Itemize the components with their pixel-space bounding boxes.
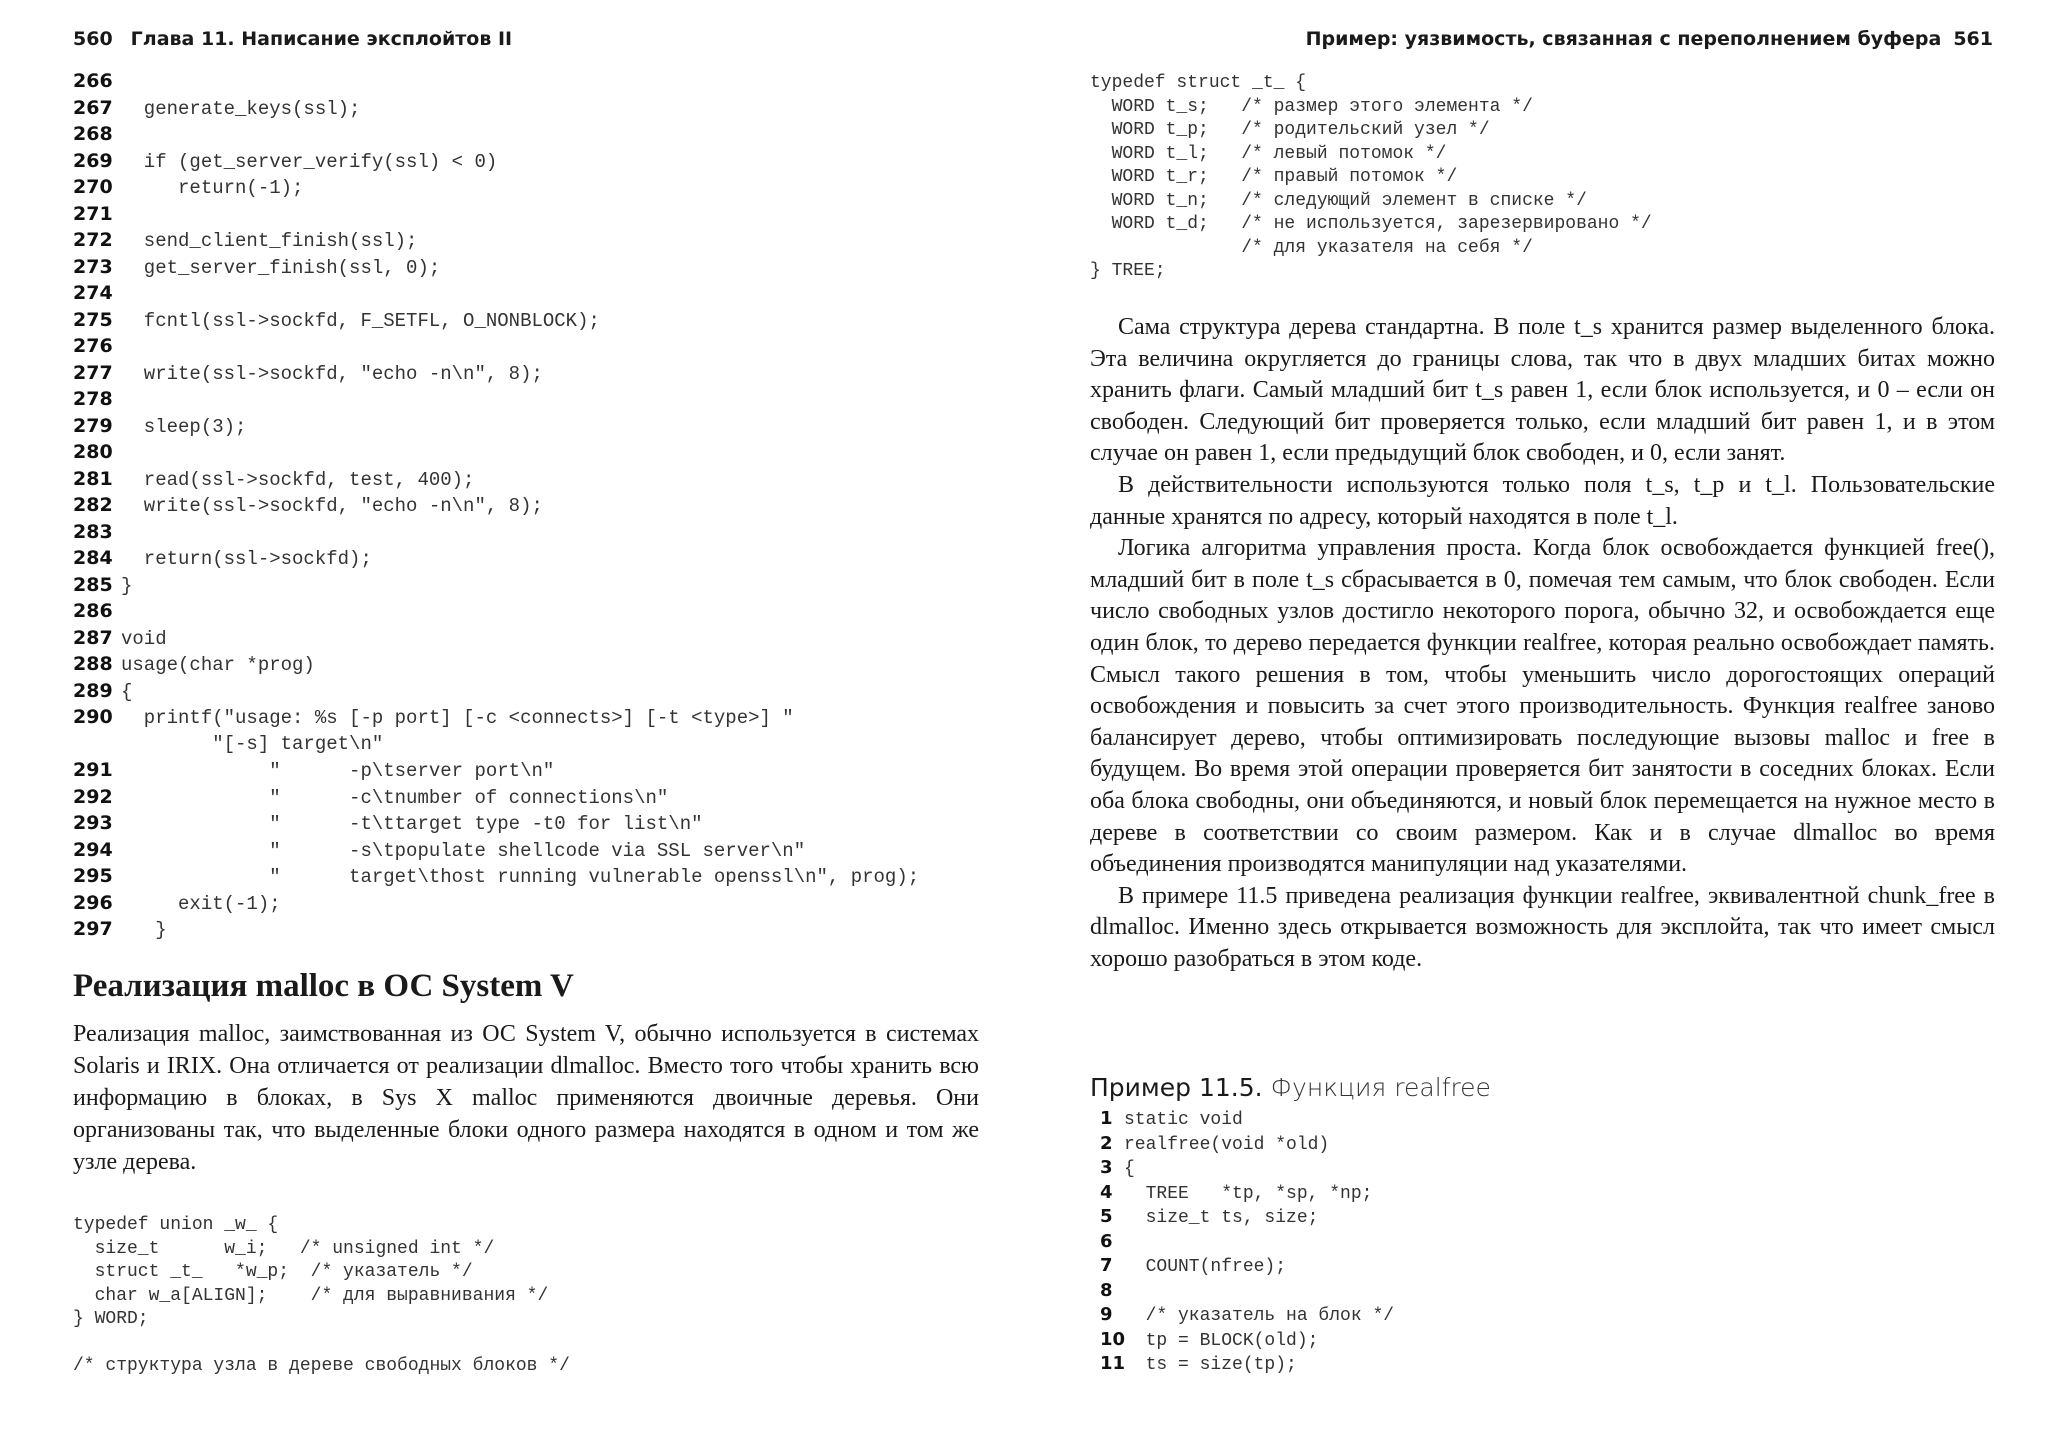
code-text: get_server_finish(ssl, 0);	[121, 256, 441, 279]
body-paragraph: В действительности используются только поля t_s, t_p и t_l. Пользовательские данные хранятся по адресу, который находятся в поле t_l.	[1090, 471, 1995, 530]
line-number: 4	[1100, 1181, 1113, 1203]
code-text: realfree(void *old)	[1124, 1134, 1330, 1155]
struct-code-block: typedef struct _t_ { WORD t_s; /* размер этого элемента */ WORD t_p; /* родительский узел */ WORD t_l; /* левый потомок */ WORD t_r; /* правый потомок */ WORD t_n; /* следующий элемент в списке */ WORD t_d; /* не используется, зарезервировано */ /* для указателя на себя */ } TREE;	[1090, 73, 1652, 281]
line-number: 287	[73, 626, 113, 649]
code-line	[73, 280, 919, 307]
line-number: 280	[73, 441, 113, 463]
code-line	[73, 704, 919, 731]
code-line	[73, 837, 919, 864]
code-text: void	[121, 627, 167, 650]
code-line	[73, 95, 919, 122]
line-number: 283	[73, 520, 113, 543]
code-line	[73, 890, 919, 917]
code-text: {	[1124, 1159, 1135, 1179]
code-line	[73, 439, 919, 466]
code-text: generate_keys(ssl);	[121, 97, 361, 120]
code-line	[73, 68, 919, 95]
code-text: if (get_server_verify(ssl) < 0)	[121, 150, 498, 173]
code-line	[1100, 1302, 1394, 1327]
code-text: " -s\tpopulate shellcode via SSL server\n"	[121, 839, 806, 862]
code-line	[1100, 1180, 1394, 1205]
code-text: printf("usage: %s [-p port] [-c <connects>] [-t <type>] "	[121, 707, 794, 729]
code-line	[73, 678, 919, 705]
code-text: fcntl(ssl->sockfd, F_SETFL, O_NONBLOCK);	[121, 309, 600, 332]
code-text: " -t\ttarget type -t0 for list\n"	[121, 813, 703, 835]
body-paragraph: Реализация malloc, заимствованная из ОС System V, обычно используется в системах Solaris и IRIX. Она отличается от реализации dlmalloc. Вместо того чтобы хранить всю информацию в блоках, в Sys X malloc применяются двоичные деревья. Они организованы так, что выделенные блоки одного размера находятся в одном и том же узле дерева.	[73, 1021, 979, 1175]
right-page-number: 561	[1953, 28, 1993, 50]
line-number: 293	[73, 812, 113, 834]
code-text: return(-1);	[121, 177, 304, 199]
code-text: }	[121, 574, 133, 597]
code-text: exit(-1);	[121, 892, 281, 915]
line-number: 271	[73, 202, 113, 225]
example-label: Пример 11.5.	[1090, 1073, 1263, 1102]
line-number: 11	[1100, 1353, 1126, 1374]
left-page-number: 560	[73, 28, 113, 50]
code-text: }	[121, 919, 167, 941]
code-text: write(ssl->sockfd, "echo -n\n", 8);	[121, 362, 543, 385]
line-number: 295	[73, 865, 113, 887]
code-line	[73, 572, 919, 599]
code-text: TREE *tp, *sp, *np;	[1124, 1183, 1373, 1204]
line-number: 2	[1100, 1132, 1113, 1154]
code-line	[1100, 1229, 1394, 1254]
code-line	[73, 492, 919, 519]
line-number: 291	[73, 759, 113, 781]
left-running-head	[73, 28, 512, 50]
line-number: 289	[73, 679, 113, 702]
code-line	[73, 916, 919, 943]
code-text: return(ssl->sockfd);	[121, 548, 372, 570]
code-text: sleep(3);	[121, 415, 247, 438]
code-line	[1100, 1351, 1394, 1376]
line-number: 276	[73, 335, 113, 357]
code-text: COUNT(nfree);	[1124, 1257, 1287, 1277]
code-line	[73, 757, 919, 784]
line-number: 292	[73, 785, 113, 808]
code-text: " target\thost running vulnerable openssl\n", prog);	[121, 866, 920, 888]
right-running-head	[1306, 28, 1993, 50]
code-line	[1100, 1204, 1394, 1229]
line-number: 278	[73, 388, 113, 410]
code-line	[73, 466, 919, 493]
line-number: 266	[73, 70, 113, 92]
line-number: 270	[73, 176, 113, 198]
line-number: 297	[73, 918, 113, 940]
code-text: {	[121, 680, 133, 703]
code-text: read(ssl->sockfd, test, 400);	[121, 468, 475, 491]
code-line	[73, 651, 919, 678]
code-line	[73, 784, 919, 811]
code-text: " -c\tnumber of connections\n"	[121, 786, 669, 809]
code-line	[73, 360, 919, 387]
code-line	[73, 333, 919, 360]
code-line	[73, 625, 919, 652]
code-line	[73, 121, 919, 148]
line-number: 281	[73, 467, 113, 490]
line-number: 296	[73, 891, 113, 914]
line-number: 7	[1100, 1255, 1113, 1276]
code-text: send_client_finish(ssl);	[121, 230, 418, 252]
code-line	[73, 174, 919, 201]
example-caption	[1090, 1073, 1491, 1102]
left-page	[0, 0, 1000, 1447]
code-listing-right	[1100, 1106, 1394, 1376]
code-line	[73, 227, 919, 254]
line-number: 275	[73, 308, 113, 331]
code-line	[73, 731, 919, 758]
right-body-text	[1090, 312, 1995, 975]
line-number: 269	[73, 149, 113, 172]
line-number: 285	[73, 573, 113, 596]
line-number: 274	[73, 282, 113, 304]
code-text: " -p\tserver port\n"	[121, 760, 555, 782]
code-line	[73, 863, 919, 890]
line-number: 279	[73, 414, 113, 437]
code-line	[73, 413, 919, 440]
line-number: 1	[1100, 1108, 1113, 1129]
code-listing-left	[73, 68, 919, 943]
body-paragraph: В примере 11.5 приведена реализация функции realfree, эквивалентной chunk_free в dlmalloc. Именно здесь открывается возможность для эксплойта, так что имеет смысл хорошо разобраться в этом коде.	[1090, 882, 1995, 972]
line-number: 267	[73, 96, 113, 119]
line-number: 286	[73, 600, 113, 622]
code-line	[73, 598, 919, 625]
line-number: 6	[1100, 1230, 1113, 1252]
line-number: 288	[73, 653, 113, 675]
left-running-title: Глава 11. Написание эксплойтов II	[130, 28, 513, 50]
code-text: tp = BLOCK(old);	[1124, 1330, 1319, 1351]
code-line	[1100, 1253, 1394, 1278]
body-paragraph: Логика алгоритма управления проста. Когда блок освобождается функцией free(), младший бит в поле t_s сбрасывается в 0, помечая тем самым, что блок свободен. Если число свободных узлов достигло некоторого порога, обычно 32, и освобождается еще один блок, то дерево передается функции realfree, которая реально освобождает память. Смысл такого решения в том, чтобы уменьшить число дорогостоящих операций освобождения и повысить за счет этого производительность. Функция realfree заново балансирует дерево, чтобы оптимизировать последующие вызовы malloc и free в будущем. Во время этой операции проверяется бит занятости в соседних блоках. Если оба блока свободны, они объединяются, и новый блок перемещается на нужное место в дереве в соответствии со своим размером. Как и в случае dlmalloc во время объединения производятся манипуляции над указателями.	[1090, 535, 1995, 878]
line-number: 8	[1100, 1279, 1113, 1301]
line-number: 294	[73, 838, 113, 861]
line-number: 284	[73, 547, 113, 569]
code-line	[1100, 1131, 1394, 1156]
code-text: "[-s] target\n"	[121, 732, 384, 755]
line-number: 9	[1100, 1304, 1113, 1325]
line-number: 277	[73, 361, 113, 384]
code-line	[73, 307, 919, 334]
code-text: usage(char *prog)	[121, 654, 315, 676]
code-line	[73, 519, 919, 546]
code-text: ts = size(tp);	[1124, 1355, 1297, 1375]
code-line	[73, 810, 919, 837]
code-text: /* указатель на блок */	[1124, 1306, 1395, 1326]
code-line	[73, 545, 919, 572]
line-number: 3	[1100, 1157, 1113, 1178]
right-running-title: Пример: уязвимость, связанная с переполнением буфера	[1305, 28, 1942, 50]
line-number: 273	[73, 255, 113, 278]
code-line	[73, 201, 919, 228]
code-text: static void	[1124, 1110, 1243, 1130]
code-text: size_t ts, size;	[1124, 1208, 1319, 1228]
code-line	[1100, 1278, 1394, 1303]
code-line	[1100, 1327, 1394, 1352]
line-number: 10	[1100, 1328, 1126, 1350]
code-line	[73, 254, 919, 281]
union-code-block: typedef union _w_ { size_t w_i; /* unsigned int */ struct _t_ *w_p; /* указатель */ char w_a[ALIGN]; /* для выравнивания */ } WORD; /* структура узла в дереве свободных блоков */	[73, 1215, 570, 1376]
code-line	[1100, 1155, 1394, 1180]
code-text: write(ssl->sockfd, "echo -n\n", 8);	[121, 495, 543, 517]
section-heading: Реализация malloc в ОС System V	[73, 968, 574, 1004]
example-title: Функция realfree	[1270, 1073, 1491, 1102]
line-number: 290	[73, 706, 113, 728]
code-line	[73, 386, 919, 413]
line-number: 268	[73, 123, 113, 145]
line-number: 5	[1100, 1206, 1113, 1227]
code-line	[1100, 1106, 1394, 1131]
body-paragraph: Сама структура дерева стандартна. В поле t_s хранится размер выделенного блока. Эта величина округляется до границы слова, так что в двух младших битах можно хранить флаги. Самый младший бит t_s равен 1, если блок используется, и 0 – если он свободен. Следующий бит проверяется только, если младший бит равен 1, и в этом случае он равен 1, если предыдущий блок свободен, и 0, если занят.	[1090, 314, 1995, 467]
line-number: 282	[73, 494, 113, 516]
line-number: 272	[73, 229, 113, 251]
code-line	[73, 148, 919, 175]
